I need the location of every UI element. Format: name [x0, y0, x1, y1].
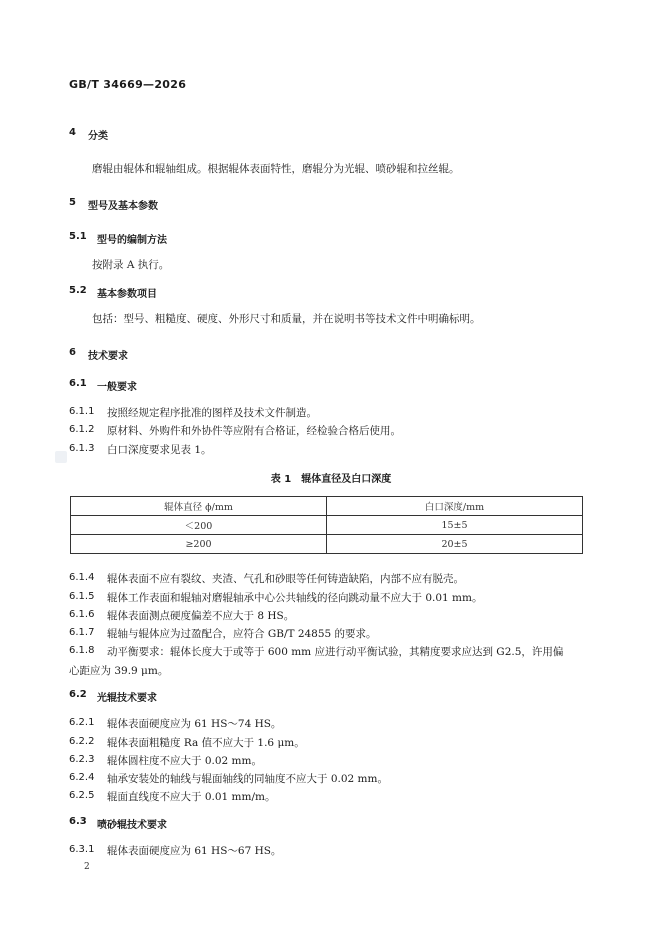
clause-text: 辊体表面硬度应为 61 HS～74 HS。 — [107, 718, 282, 730]
page-number: 2 — [84, 862, 90, 872]
table-header-chill-depth: 白口深度/mm — [327, 497, 583, 516]
clause-text: 原材料、外购件和外协件等应附有合格证，经检验合格后使用。 — [107, 425, 401, 437]
clause-text: 按照经规定程序批准的图样及技术文件制造。 — [107, 407, 317, 419]
section-4-body: 磨辊由辊体和辊轴组成。根据辊体表面特性，磨辊分为光辊、喷砂辊和拉丝辊。 — [92, 163, 460, 175]
clause-text: 辊体表面硬度应为 61 HS～67 HS。 — [107, 845, 282, 857]
clause-number: 6.1.4 — [69, 572, 95, 583]
clause-text: 辊体表面粗糙度 Ra 值不应大于 1.6 μm。 — [107, 737, 305, 749]
watermark-mark — [55, 451, 67, 463]
clause-number: 6.2.1 — [69, 717, 95, 728]
clause-text-continuation: 心距应为 39.9 μm。 — [69, 665, 169, 677]
section-5-2-title: 基本参数项目 — [97, 289, 157, 300]
clause-number: 6.2.4 — [69, 772, 95, 783]
clause-text: 轴承安装处的轴线与辊面轴线的同轴度不应大于 0.02 mm。 — [107, 773, 388, 785]
clause-text: 白口深度要求见表 1。 — [107, 444, 212, 456]
clause-number: 6.3.1 — [69, 844, 95, 855]
table-header-diameter: 辊体直径 ϕ/mm — [71, 497, 327, 516]
clause-number: 6.1.3 — [69, 443, 95, 454]
clause-number: 6.2.5 — [69, 790, 95, 801]
section-6-2-title: 光辊技术要求 — [97, 693, 157, 704]
clause-number: 6.1.2 — [69, 424, 95, 435]
section-4-title: 分类 — [88, 131, 108, 142]
section-5-1-number: 5.1 — [69, 231, 87, 242]
clause-number: 6.1.6 — [69, 609, 95, 620]
clause-text: 辊体工作表面和辊轴对磨辊轴承中心公共轴线的径向跳动量不应大于 0.01 mm。 — [107, 592, 483, 604]
table-row — [71, 535, 583, 554]
clause-text: 辊体表面不应有裂纹、夹渣、气孔和砂眼等任何铸造缺陷，内部不应有脱壳。 — [107, 573, 464, 585]
section-6-1-number: 6.1 — [69, 378, 87, 389]
section-6-number: 6 — [69, 347, 76, 358]
section-5-2-body: 包括：型号、粗糙度、硬度、外形尺寸和质量，并在说明书等技术文件中明确标明。 — [92, 313, 481, 325]
section-6-title: 技术要求 — [88, 351, 128, 362]
table-1 — [70, 496, 583, 554]
clause-text: 辊体圆柱度不应大于 0.02 mm。 — [107, 755, 262, 767]
table-1-title: 表 1 辊体直径及白口深度 — [270, 474, 392, 485]
table-row — [71, 516, 583, 535]
section-5-number: 5 — [69, 197, 76, 208]
section-5-1-body: 按附录 A 执行。 — [92, 259, 170, 271]
clause-number: 6.2.3 — [69, 754, 95, 765]
table-header-row — [71, 497, 583, 516]
clause-number: 6.1.7 — [69, 627, 95, 638]
table-cell: ≥200 — [71, 535, 327, 554]
section-6-3-number: 6.3 — [69, 816, 87, 827]
clause-text: 辊面直线度不应大于 0.01 mm/m。 — [107, 791, 276, 803]
clause-number: 6.1.8 — [69, 645, 95, 656]
clause-number: 6.2.2 — [69, 736, 95, 747]
section-4-number: 4 — [69, 127, 76, 138]
table-cell: 15±5 — [327, 516, 583, 535]
section-5-title: 型号及基本参数 — [88, 201, 158, 212]
clause-text: 辊体表面测点硬度偏差不应大于 8 HS。 — [107, 610, 295, 622]
section-6-2-number: 6.2 — [69, 689, 87, 700]
section-6-3-title: 喷砂辊技术要求 — [97, 820, 167, 831]
clause-number: 6.1.5 — [69, 591, 95, 602]
standard-number-header: GB/T 34669—2026 — [69, 78, 187, 91]
clause-number: 6.1.1 — [69, 406, 95, 417]
clause-text: 辊轴与辊体应为过盈配合，应符合 GB/T 24855 的要求。 — [107, 628, 377, 640]
clause-text: 动平衡要求：辊体长度大于或等于 600 mm 应进行动平衡试验，其精度要求应达到 G2.5，许用偏 — [107, 646, 564, 658]
section-5-1-title: 型号的编制方法 — [97, 235, 167, 246]
table-cell: 20±5 — [327, 535, 583, 554]
section-5-2-number: 5.2 — [69, 285, 87, 296]
section-6-1-title: 一般要求 — [97, 382, 137, 393]
table-cell: ＜200 — [71, 516, 327, 535]
